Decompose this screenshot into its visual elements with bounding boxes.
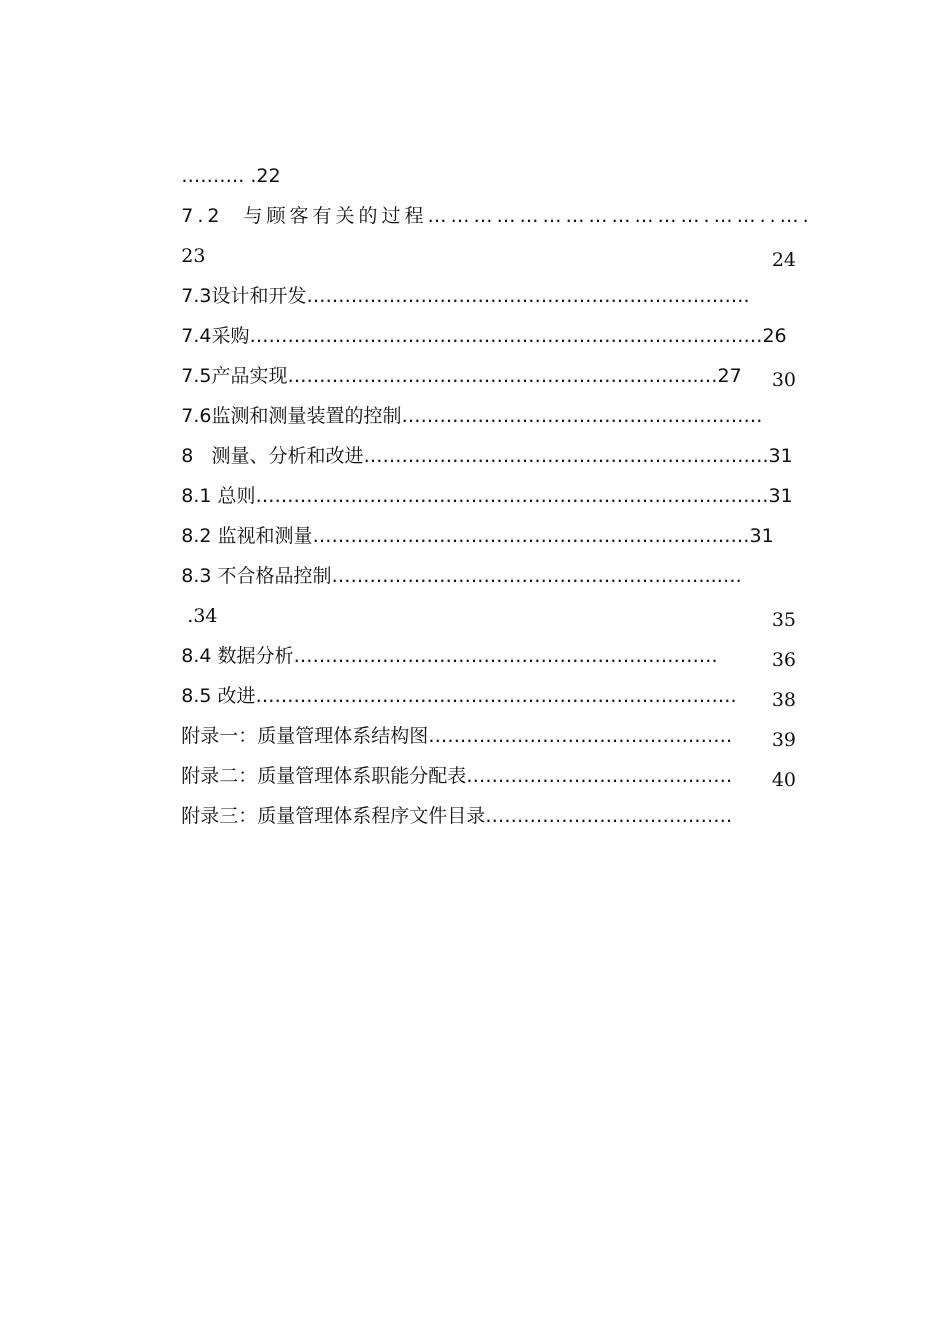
toc-page-number: .34 bbox=[181, 605, 218, 627]
toc-page-number: 35 bbox=[771, 609, 796, 631]
toc-entry-text: 7.3设计和开发……………………………………………………………. bbox=[181, 285, 750, 307]
toc-entry-7-4 bbox=[145, 282, 810, 347]
toc-entry-text: 8.1 总则………………………………………………………………………31 bbox=[181, 485, 793, 507]
toc-entry-8-3 bbox=[145, 522, 810, 587]
table-of-contents bbox=[145, 122, 813, 827]
toc-page-number: 24 bbox=[771, 249, 796, 271]
toc-page-number: 40 bbox=[771, 769, 796, 791]
toc-entry-text: 7.4采购………………………………………………………………………26 bbox=[181, 325, 787, 347]
toc-entry-7-6 bbox=[145, 362, 810, 427]
toc-entry-text: 7.2 与顾客有关的过程……………………………….……..…. bbox=[181, 205, 813, 227]
toc-page-number: 38 bbox=[771, 689, 796, 711]
toc-entry-text: 附录二：质量管理体系职能分配表…………………………………… bbox=[181, 765, 733, 787]
toc-entry-text: 8.3 不合格品控制………………………………………………..…..…. bbox=[181, 565, 742, 587]
toc-entry-7-2 bbox=[145, 162, 813, 227]
toc-entry-text: 7.5产品实现………………………………………………………..…27 bbox=[181, 365, 742, 387]
toc-page-number: 30 bbox=[771, 369, 796, 391]
toc-entry-text: ………. .22 bbox=[181, 165, 281, 187]
toc-entry-8-1 bbox=[145, 442, 810, 507]
toc-entry-appendix-3 bbox=[145, 762, 810, 827]
toc-entry-text: 附录三：质量管理体系程序文件目录………………………………… bbox=[181, 805, 733, 827]
toc-entry-7-3 bbox=[145, 242, 810, 307]
toc-entry-text: 附录一：质量管理体系结构图………………………………………… bbox=[181, 725, 733, 747]
toc-entry-8 bbox=[145, 402, 810, 467]
toc-page-number: 39 bbox=[771, 729, 796, 751]
toc-entry-text: 7.6监测和测量装置的控制………………………………………………… bbox=[181, 405, 763, 427]
toc-page-number: 23 bbox=[181, 245, 206, 267]
toc-entry-text: 8.5 改进…………………………………………………………………. bbox=[181, 685, 737, 707]
toc-entry-text: 8.4 数据分析…………………………………………………………. bbox=[181, 645, 718, 667]
toc-page-number: 36 bbox=[771, 649, 796, 671]
toc-entry-8-2 bbox=[145, 482, 810, 547]
toc-entry-text: 8 测量、分析和改进……………………………………………………….31 bbox=[181, 445, 793, 467]
toc-entry-text: 8.2 监视和测量……………………………………………………………31 bbox=[181, 525, 774, 547]
toc-entry-7-1-continuation bbox=[145, 122, 810, 187]
